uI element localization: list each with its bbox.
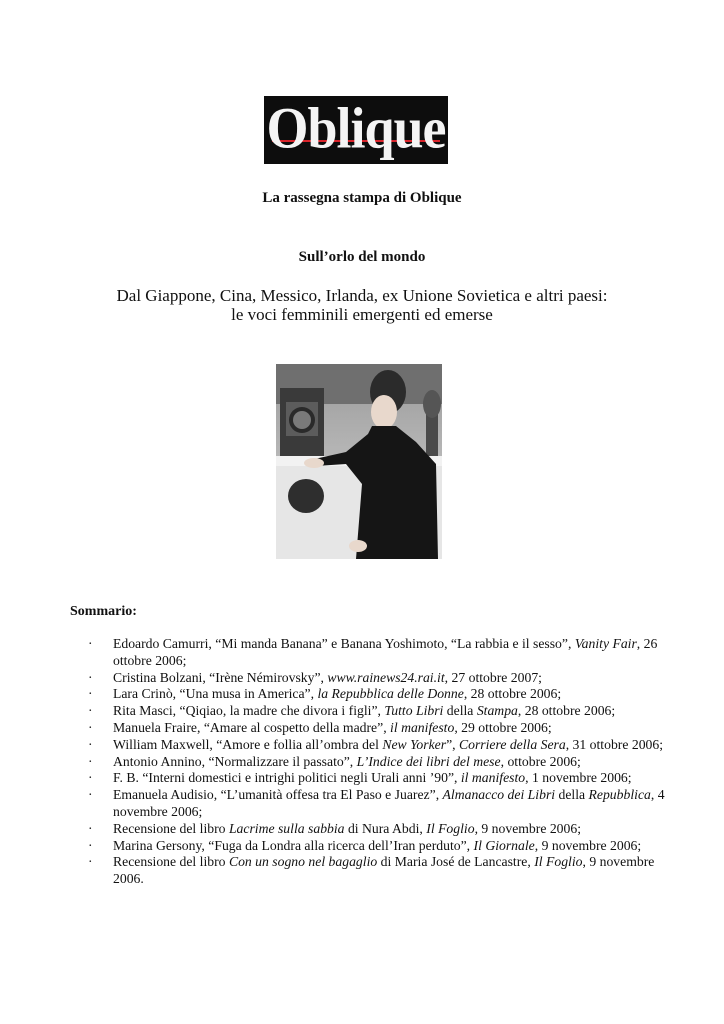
item-text: Recensione del libro [113,854,229,870]
publication-title: Almanacco dei Libri [442,787,556,803]
item-text: di Maria José de Lancastre, [377,854,535,870]
publication-title: Repubblica [588,787,651,803]
item-text: , 28 ottobre 2006; [517,703,616,719]
item-text: William Maxwell, “Amore e follia all’ombra del [113,736,383,752]
publication-title: Il Foglio [426,820,475,836]
sommario-item [88,636,668,670]
bullet-icon: · [88,669,93,685]
item-text: , 31 ottobre 2006; [565,736,664,752]
oblique-logo [264,96,448,164]
item-text: , 9 novembre 2006; [474,820,582,836]
publication-title: Stampa [476,703,518,719]
item-text: Antonio Annino, “Normalizzare il passato”, [113,753,357,769]
item-text: della [443,703,477,719]
item-text: Emanuela Audisio, “L’umanità offesa tra El Paso e Juarez”, [113,787,443,803]
publication-title: www.rainews24.rai.it [327,669,445,685]
sommario-item [88,686,668,703]
publication-title: L’Indice dei libri del mese [356,753,501,769]
sommario-list [88,636,668,888]
item-text: , 29 ottobre 2006; [454,719,552,735]
item-text: , 27 ottobre 2007; [444,669,542,685]
publication-title: Con un sogno nel bagaglio [228,854,378,870]
publication-title: Lacrime sulla sabbia [228,820,345,836]
bullet-icon: · [88,837,93,853]
item-text: , 4 novembre 2006; [113,787,665,819]
bullet-icon: · [88,686,93,702]
item-text: , 28 ottobre 2006; [463,686,562,702]
item-text: , 1 novembre 2006; [525,770,632,786]
photo-image [276,364,442,559]
publication-title: Il Foglio [534,854,583,870]
bullet-icon: · [88,854,93,870]
sommario-item [88,838,668,855]
sommario-item [88,787,668,821]
item-text: Marina Gersony, “Fuga da Londra alla ricerca dell’Iran perduto”, [113,837,474,853]
sommario-item [88,770,668,787]
item-text: Manuela Fraire, “Amare al cospetto della madre”, [113,719,391,735]
item-text: F. B. “Interni domestici e intrighi politici negli Urali anni ’90”, [113,770,461,786]
bullet-icon: · [88,736,93,752]
publication-title: Il Giornale [473,837,535,853]
subtitle-line-2: le voci femminili emergenti ed emerse [231,305,493,324]
sommario-item [88,703,668,720]
bullet-icon: · [88,703,93,719]
publication-title: Tutto Libri [384,703,444,719]
subtitle-line-1: Dal Giappone, Cina, Messico, Irlanda, ex Unione Sovietica e altri paesi: [116,286,608,305]
item-text: Recensione del libro [113,820,229,836]
publication-title: il manifesto [460,770,526,786]
item-text: della [555,787,589,803]
sommario-item [88,720,668,737]
bullet-icon: · [88,636,93,651]
publication-title: Vanity Fair [574,636,637,651]
item-text: Edoardo Camurri, “Mi manda Banana” e Banana Yoshimoto, “La rabbia e il sesso”, [113,636,575,651]
publication-title: il manifesto [390,719,455,735]
logo-text: Oblique [266,95,446,161]
bullet-icon: · [88,820,93,836]
publication-title: New Yorker [382,736,447,752]
item-text: , 26 ottobre 2006; [113,636,658,668]
bullet-icon: · [88,753,93,769]
item-text: Cristina Bolzani, “Irène Némirovsky”, [113,669,328,685]
sommario-item [88,670,668,687]
sommario-item [88,821,668,838]
item-text: Lara Crinò, “Una musa in America”, [113,686,318,702]
sommario-item [88,754,668,771]
item-text: , ottobre 2006; [500,753,581,769]
page-title: Sull’orlo del mondo [298,249,426,265]
sommario-item [88,854,668,888]
bullet-icon: · [88,770,93,786]
item-text: Rita Masci, “Qiqiao, la madre che divora i figli”, [113,703,385,719]
publication-title: Corriere della Sera [459,736,566,752]
rassegna-heading: La rassegna stampa di Oblique [262,190,462,206]
item-text: ”, [446,736,459,752]
bullet-icon: · [88,787,93,803]
author-photo [276,364,442,559]
publication-title: la Repubblica delle Donne [317,686,464,702]
sommario-label: Sommario: [70,604,137,619]
sommario-item [88,737,668,754]
item-text: , 9 novembre 2006; [534,837,642,853]
item-text: di Nura Abdi, [344,820,427,836]
item-text: , 9 novembre 2006. [113,854,655,887]
bullet-icon: · [88,719,93,735]
